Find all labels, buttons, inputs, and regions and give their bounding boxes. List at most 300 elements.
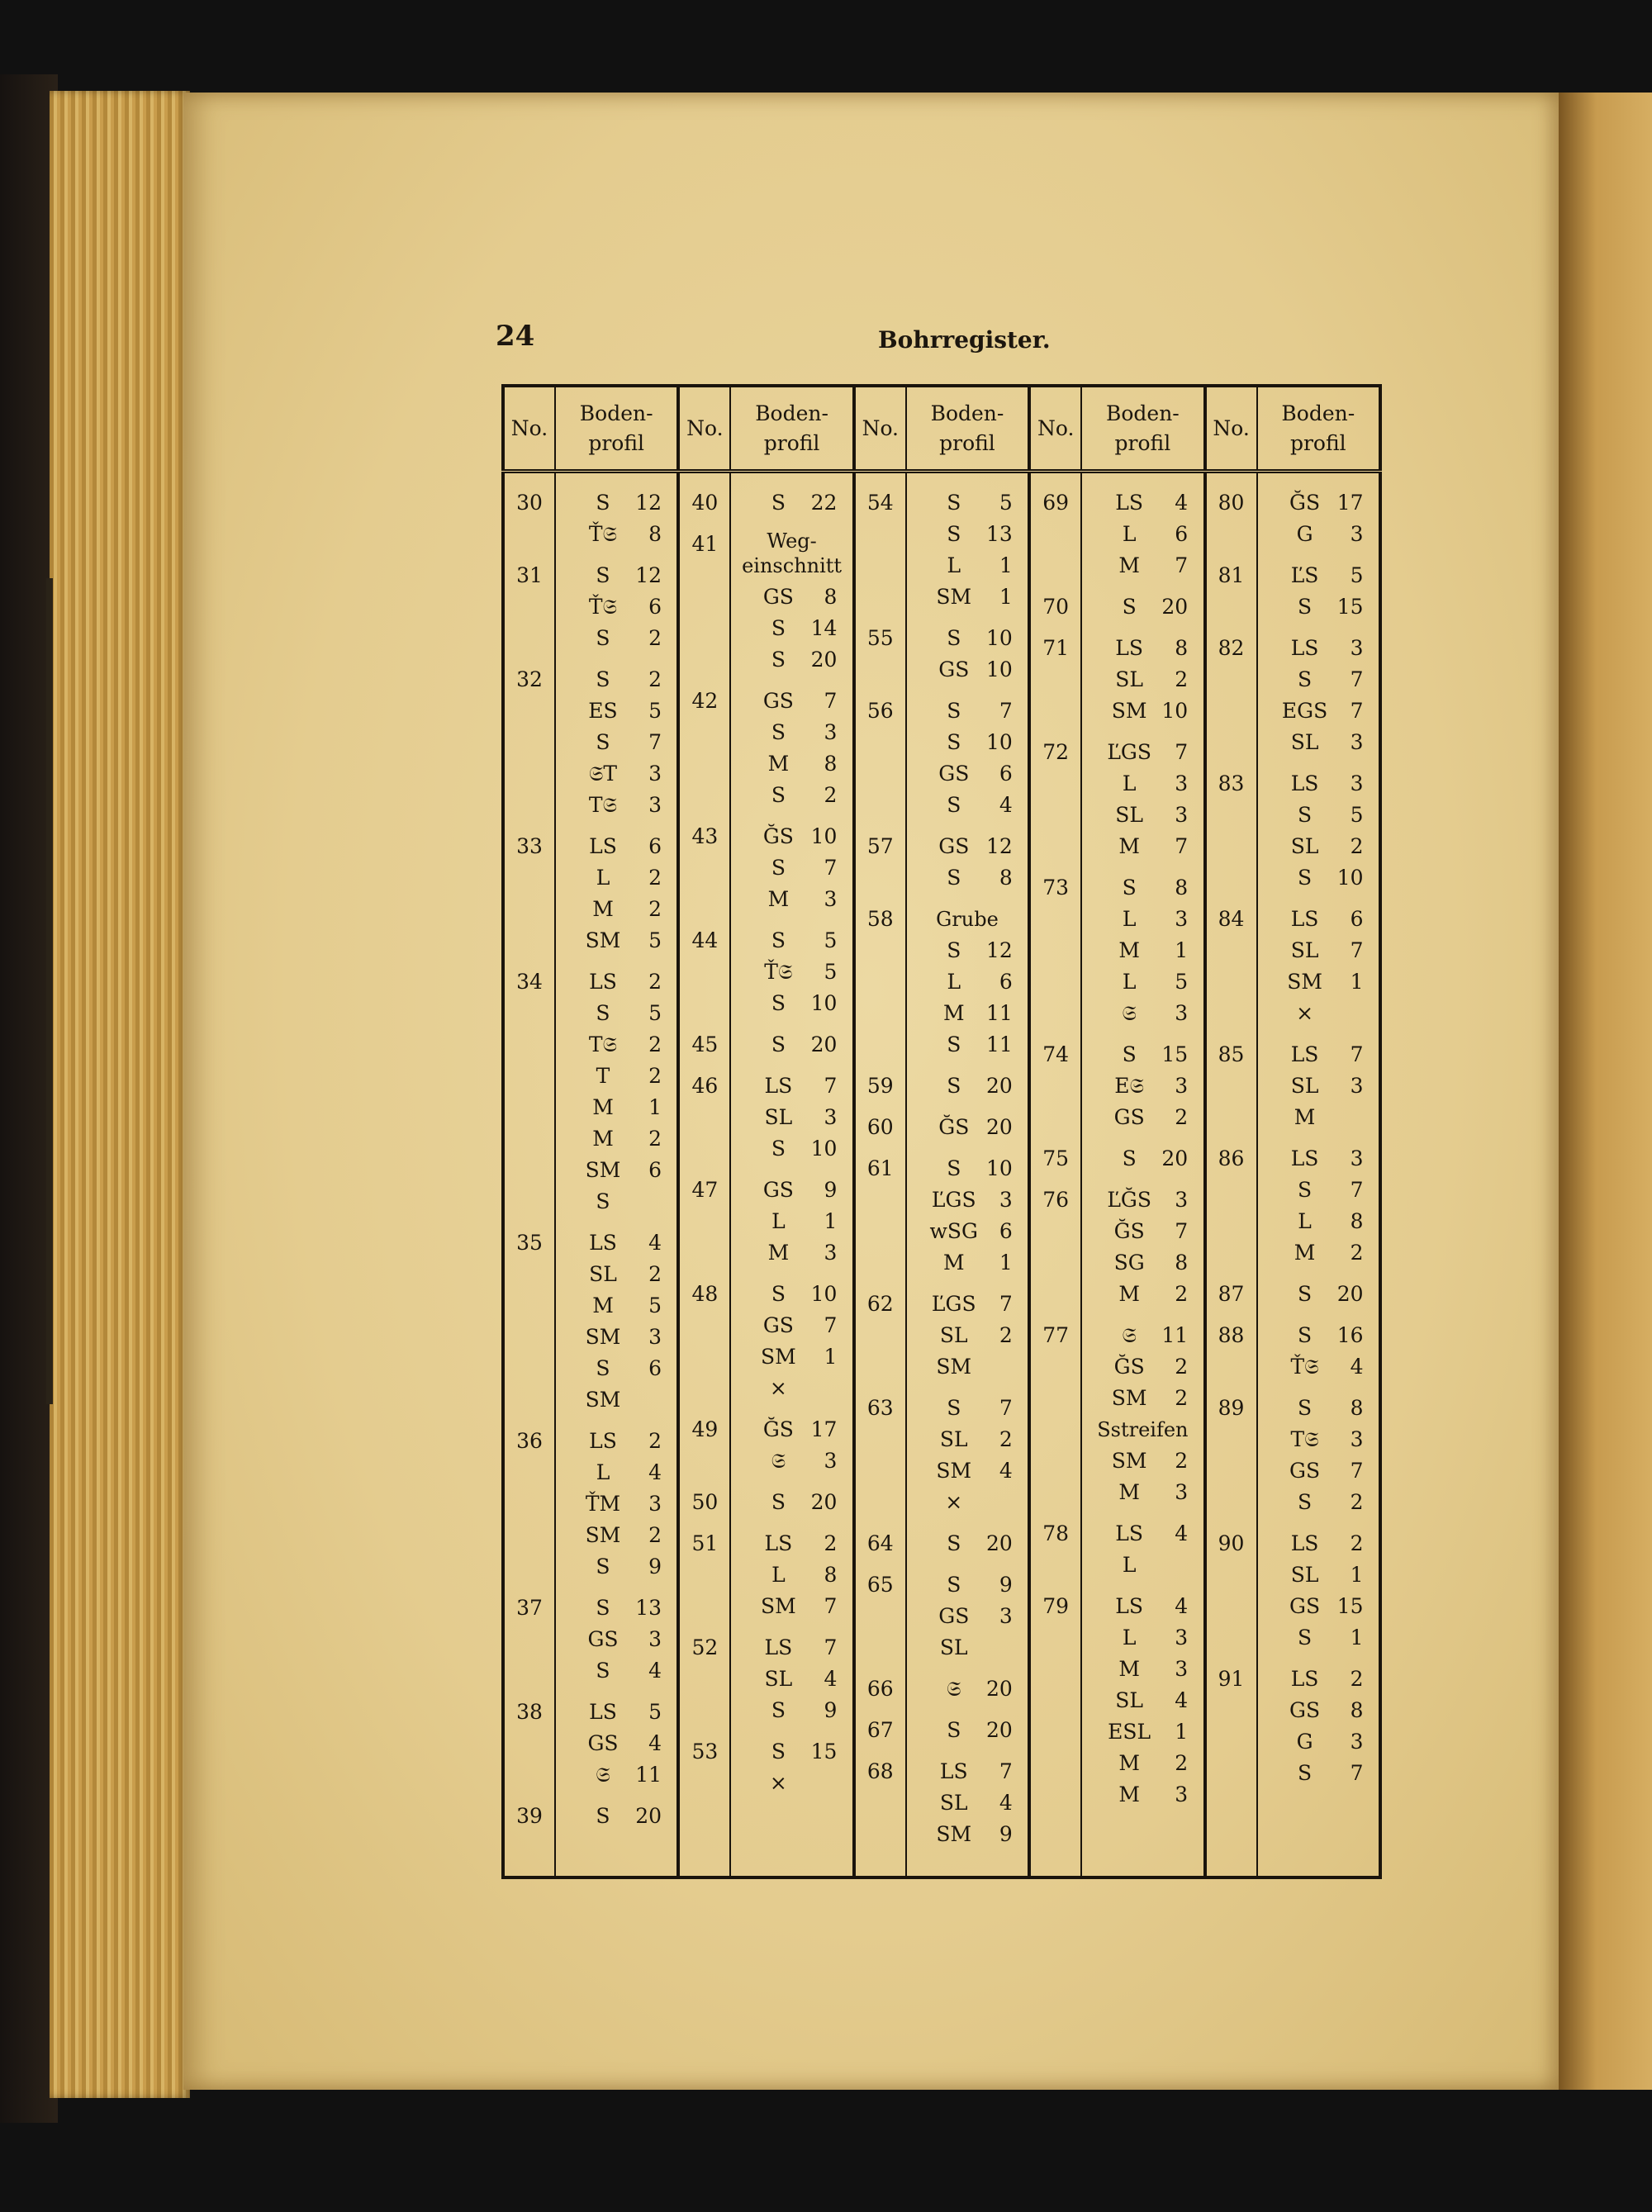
layer-depth: 4 bbox=[999, 793, 1013, 817]
profile-layer bbox=[1082, 1654, 1203, 1685]
bore-number-spacer bbox=[1031, 1247, 1080, 1279]
profile-layer bbox=[907, 1455, 1028, 1487]
bore-number: 51 bbox=[691, 1531, 719, 1555]
soil-code: LS bbox=[589, 834, 617, 858]
profile-note: Grube bbox=[936, 908, 999, 931]
entry-gap bbox=[1258, 894, 1379, 904]
soil-code: S bbox=[1122, 1042, 1137, 1066]
bore-number-spacer bbox=[505, 1186, 554, 1218]
layer-depth: 2 bbox=[1175, 667, 1189, 691]
layer-depth: 2 bbox=[648, 626, 662, 650]
bore-number-spacer bbox=[505, 790, 554, 821]
profile-layer bbox=[556, 1186, 676, 1218]
soil-code: GS bbox=[938, 762, 970, 786]
entry-gap bbox=[1031, 862, 1080, 872]
soil-code: S bbox=[1297, 803, 1313, 827]
soil-code: ĽS bbox=[1290, 563, 1319, 587]
profile-layer bbox=[1082, 1216, 1203, 1247]
bore-number-spacer bbox=[505, 1551, 554, 1583]
entry-gap bbox=[1258, 1310, 1379, 1320]
layer-depth: 2 bbox=[648, 1032, 662, 1056]
bore-number: 57 bbox=[866, 834, 894, 858]
profile-layer bbox=[556, 1697, 676, 1728]
soil-code: 𝔖 bbox=[1122, 1323, 1137, 1347]
bore-number-spacer bbox=[1031, 1654, 1080, 1685]
soil-code: S bbox=[947, 866, 961, 890]
profile-layer bbox=[907, 966, 1028, 998]
bore-number-spacer bbox=[1031, 1685, 1080, 1716]
soil-code: S bbox=[947, 699, 961, 723]
header-no: No. bbox=[678, 386, 730, 472]
layer-depth: 2 bbox=[1175, 1105, 1189, 1129]
table-header-row bbox=[503, 386, 1380, 472]
entry-gap bbox=[680, 1269, 729, 1279]
profile-layer bbox=[731, 780, 852, 811]
bore-number: 48 bbox=[691, 1282, 719, 1306]
bore-number-spacer bbox=[1031, 1279, 1080, 1310]
header-profile: Boden- profil bbox=[555, 386, 678, 472]
profile-layer bbox=[907, 695, 1028, 727]
bore-number-spacer bbox=[856, 654, 905, 686]
layer-depth: 3 bbox=[648, 1492, 662, 1516]
bore-number-spacer bbox=[1207, 664, 1256, 695]
entry-gap bbox=[731, 1518, 852, 1528]
soil-code: S bbox=[771, 491, 786, 515]
profile-layer bbox=[1082, 487, 1203, 519]
entry-gap bbox=[556, 654, 676, 664]
profile-layer bbox=[1082, 1779, 1203, 1811]
soil-code: GS bbox=[938, 834, 970, 858]
profile-layer bbox=[731, 529, 852, 581]
profile-layer bbox=[556, 1457, 676, 1488]
profile-layer bbox=[556, 1728, 676, 1759]
entry-gap bbox=[680, 915, 729, 925]
profile-layer bbox=[1258, 1455, 1379, 1487]
profile-layer bbox=[907, 904, 1028, 935]
layer-depth: 8 bbox=[824, 1563, 838, 1587]
layer-depth: 10 bbox=[985, 730, 1013, 754]
soil-code: Ť𝔖 bbox=[1290, 1355, 1319, 1379]
bore-number: 60 bbox=[866, 1115, 894, 1139]
entry-gap bbox=[907, 1102, 1028, 1112]
profile-layer bbox=[907, 623, 1028, 654]
entry-gap bbox=[907, 1061, 1028, 1070]
soil-code: LS bbox=[1290, 1667, 1319, 1691]
layer-depth: 7 bbox=[824, 1594, 838, 1618]
bore-number-spacer bbox=[680, 1341, 729, 1373]
bore-number: 45 bbox=[691, 1032, 719, 1056]
layer-depth: 2 bbox=[999, 1323, 1013, 1347]
layer-depth: 10 bbox=[810, 1282, 838, 1306]
bore-number-spacer bbox=[1207, 1758, 1256, 1789]
layer-depth: 7 bbox=[1175, 834, 1189, 858]
soil-code: S bbox=[1297, 595, 1313, 619]
profile-layer bbox=[1258, 831, 1379, 862]
profile-layer bbox=[556, 591, 676, 623]
bore-number: 74 bbox=[1042, 1042, 1070, 1066]
profile-layer bbox=[556, 664, 676, 695]
profile-note: Weg- einschnitt bbox=[742, 529, 843, 577]
entry-gap bbox=[907, 1383, 1028, 1393]
entry-gap bbox=[731, 1269, 852, 1279]
layer-depth: 9 bbox=[824, 1178, 838, 1202]
bore-number-spacer bbox=[680, 988, 729, 1019]
layer-depth: 20 bbox=[810, 1032, 838, 1056]
layer-depth: 2 bbox=[1175, 1449, 1189, 1473]
soil-code: S bbox=[1297, 1490, 1313, 1514]
soil-code: S bbox=[771, 1282, 786, 1306]
bore-number-spacer bbox=[1207, 935, 1256, 966]
profile-layer bbox=[1258, 862, 1379, 894]
soil-code: SM bbox=[761, 1345, 796, 1369]
no-column bbox=[854, 472, 906, 1878]
layer-depth: 7 bbox=[1350, 1459, 1364, 1483]
soil-code: M bbox=[1118, 938, 1140, 962]
entry-gap bbox=[556, 1832, 676, 1842]
profile-layer bbox=[1082, 591, 1203, 623]
bore-number-spacer bbox=[505, 758, 554, 790]
profile-layer bbox=[731, 884, 852, 915]
entry-gap bbox=[1207, 1789, 1256, 1799]
bore-number: 56 bbox=[866, 699, 894, 723]
spine-strip bbox=[46, 578, 53, 1404]
soil-code: SL bbox=[764, 1105, 793, 1129]
soil-code: S bbox=[596, 730, 610, 754]
entry-gap bbox=[907, 1746, 1028, 1756]
entry-gap bbox=[680, 1799, 729, 1809]
profile-layer bbox=[731, 1341, 852, 1373]
entry-gap bbox=[1207, 1133, 1256, 1143]
bore-number-spacer bbox=[680, 1445, 729, 1477]
layer-depth: 10 bbox=[985, 1156, 1013, 1180]
profile-layer bbox=[731, 1029, 852, 1061]
bore-number-spacer bbox=[680, 1559, 729, 1591]
soil-code: S bbox=[947, 1074, 961, 1098]
entry-gap bbox=[556, 1583, 676, 1593]
layer-depth: 22 bbox=[810, 491, 838, 515]
entry-gap bbox=[505, 1791, 554, 1801]
soil-code: GS bbox=[1289, 1698, 1321, 1722]
layer-depth: 7 bbox=[824, 856, 838, 880]
profile-layer bbox=[1082, 1143, 1203, 1175]
profile-layer bbox=[556, 966, 676, 998]
layer-depth: 6 bbox=[648, 834, 662, 858]
bore-number: 35 bbox=[516, 1231, 543, 1255]
soil-code: L bbox=[947, 553, 961, 577]
soil-code: L bbox=[1122, 970, 1137, 994]
soil-code: S bbox=[1297, 1396, 1313, 1420]
soil-code: S bbox=[771, 648, 786, 672]
bore-number-spacer bbox=[680, 644, 729, 676]
soil-code: S bbox=[596, 667, 610, 691]
entry-gap bbox=[556, 1218, 676, 1227]
soil-code: S bbox=[596, 563, 610, 587]
entry-gap bbox=[1082, 1310, 1203, 1320]
layer-depth: 1 bbox=[999, 553, 1013, 577]
soil-code: M bbox=[592, 1095, 614, 1119]
bore-number-spacer bbox=[1031, 966, 1080, 998]
profile-layer bbox=[1258, 1070, 1379, 1102]
layer-depth: 4 bbox=[648, 1231, 662, 1255]
soil-code: SL bbox=[1115, 803, 1144, 827]
profile-layer bbox=[556, 560, 676, 591]
entry-gap bbox=[680, 519, 729, 529]
entry-gap bbox=[1207, 1029, 1256, 1039]
layer-depth: 1 bbox=[824, 1209, 838, 1233]
entry-gap bbox=[680, 676, 729, 686]
bore-number-spacer bbox=[680, 1102, 729, 1133]
layer-depth: 3 bbox=[648, 762, 662, 786]
bore-number-spacer bbox=[680, 1237, 729, 1269]
layer-depth: 20 bbox=[985, 1718, 1013, 1742]
soil-code: LS bbox=[1115, 491, 1144, 515]
bore-number-spacer bbox=[1207, 1622, 1256, 1654]
bore-number-spacer bbox=[1207, 695, 1256, 727]
layer-depth: 3 bbox=[1350, 522, 1364, 546]
bore-number-spacer bbox=[1031, 831, 1080, 862]
profile-layer bbox=[731, 1373, 852, 1404]
profile-layer bbox=[1082, 1383, 1203, 1414]
soil-code: LS bbox=[589, 970, 617, 994]
soil-code: S bbox=[771, 991, 786, 1015]
entry-gap bbox=[907, 894, 1028, 904]
entry-gap bbox=[731, 1799, 852, 1809]
profile-layer bbox=[907, 1029, 1028, 1061]
bore-number: 87 bbox=[1218, 1282, 1245, 1306]
bore-number-spacer bbox=[1207, 1424, 1256, 1455]
layer-depth: 1 bbox=[648, 1095, 662, 1119]
layer-depth: 14 bbox=[810, 616, 838, 640]
entry-gap bbox=[907, 1143, 1028, 1153]
profile-layer bbox=[907, 935, 1028, 966]
soil-code: S bbox=[771, 1698, 786, 1722]
bore-number: 32 bbox=[516, 667, 543, 691]
running-title: Bohrregister. bbox=[878, 326, 1051, 354]
soil-code: L bbox=[596, 1460, 610, 1484]
profile-layer bbox=[907, 654, 1028, 686]
bore-number-spacer bbox=[505, 894, 554, 925]
soil-code: SM bbox=[585, 1158, 621, 1182]
entry-gap bbox=[680, 1477, 729, 1487]
entry-gap bbox=[1031, 727, 1080, 737]
profile-layer bbox=[1258, 727, 1379, 758]
layer-depth: 3 bbox=[1175, 1188, 1189, 1212]
bore-number-spacer bbox=[856, 1320, 905, 1351]
bore-number-spacer bbox=[1207, 1559, 1256, 1591]
soil-code: S bbox=[1297, 1178, 1313, 1202]
profile-layer bbox=[556, 998, 676, 1029]
layer-depth: 3 bbox=[824, 720, 838, 744]
profile-layer bbox=[731, 1487, 852, 1518]
entry-gap bbox=[907, 821, 1028, 831]
profile-layer bbox=[556, 1061, 676, 1092]
soil-code: LS bbox=[939, 1759, 968, 1783]
bore-number: 58 bbox=[866, 907, 894, 931]
soil-code: GS bbox=[1289, 1594, 1321, 1618]
soil-code: S bbox=[596, 491, 610, 515]
layer-depth: 3 bbox=[1175, 1626, 1189, 1650]
entry-gap bbox=[731, 1404, 852, 1414]
soil-code: 𝔖 bbox=[771, 1449, 786, 1473]
layer-depth: 7 bbox=[1350, 1761, 1364, 1785]
soil-code: LS bbox=[1115, 1521, 1144, 1545]
entry-gap bbox=[1258, 1654, 1379, 1664]
bore-number: 36 bbox=[516, 1429, 543, 1453]
soil-code: SL bbox=[939, 1791, 968, 1815]
profile-layer bbox=[1082, 737, 1203, 768]
layer-depth: 1 bbox=[1175, 938, 1189, 962]
bore-number-spacer bbox=[856, 519, 905, 550]
entry-gap bbox=[556, 956, 676, 966]
profile-layer bbox=[1258, 800, 1379, 831]
soil-code: SL bbox=[764, 1667, 793, 1691]
layer-depth: 9 bbox=[648, 1555, 662, 1578]
soil-code: M bbox=[592, 1293, 614, 1317]
entry-gap bbox=[505, 1218, 554, 1227]
soil-code: SM bbox=[585, 1388, 621, 1412]
layer-depth: 3 bbox=[1350, 1074, 1364, 1098]
entry-gap bbox=[505, 1687, 554, 1697]
bore-register-table bbox=[501, 384, 1382, 1879]
entry-gap bbox=[1031, 1581, 1080, 1591]
profile-layer bbox=[731, 1664, 852, 1695]
entry-gap bbox=[856, 1279, 905, 1289]
soil-code: ESL bbox=[1108, 1720, 1151, 1744]
layer-depth: 4 bbox=[1175, 491, 1189, 515]
soil-code: M bbox=[767, 752, 790, 776]
bore-number-spacer bbox=[680, 613, 729, 644]
bore-number-spacer bbox=[856, 1184, 905, 1216]
soil-code: 𝔖T bbox=[588, 762, 618, 786]
bore-number-spacer bbox=[1031, 1102, 1080, 1133]
bore-number: 33 bbox=[516, 834, 543, 858]
soil-code: S bbox=[771, 1740, 786, 1763]
profile-layer bbox=[1082, 831, 1203, 862]
bore-number-spacer bbox=[680, 748, 729, 780]
soil-code: M bbox=[1118, 1751, 1140, 1775]
bore-number: 44 bbox=[691, 928, 719, 952]
entry-gap bbox=[680, 811, 729, 821]
profile-layer bbox=[1258, 1039, 1379, 1070]
profile-layer bbox=[731, 1102, 852, 1133]
entry-gap bbox=[1258, 758, 1379, 768]
entry-gap bbox=[505, 956, 554, 966]
entry-gap bbox=[1258, 1269, 1379, 1279]
soil-code: LS bbox=[1115, 1594, 1144, 1618]
bore-number-spacer bbox=[680, 1206, 729, 1237]
bore-number: 89 bbox=[1218, 1396, 1245, 1420]
soil-code: GS bbox=[762, 1313, 794, 1337]
soil-code: M bbox=[1118, 1480, 1140, 1504]
layer-depth: 5 bbox=[648, 928, 662, 952]
soil-code: ĞS bbox=[938, 1115, 970, 1139]
layer-depth: 6 bbox=[999, 970, 1013, 994]
entry-gap bbox=[680, 1061, 729, 1070]
profile-layer bbox=[556, 1259, 676, 1290]
profile-layer bbox=[907, 487, 1028, 519]
entry-gap bbox=[856, 821, 905, 831]
profile-layer bbox=[731, 925, 852, 956]
profile-layer bbox=[556, 1155, 676, 1186]
profile-layer bbox=[556, 1290, 676, 1322]
soil-code: ĽGS bbox=[1107, 740, 1152, 764]
soil-code: SM bbox=[1111, 1449, 1147, 1473]
layer-depth: 8 bbox=[824, 752, 838, 776]
bore-number-spacer bbox=[680, 1695, 729, 1726]
profile-layer bbox=[1258, 519, 1379, 550]
entry-gap bbox=[680, 1622, 729, 1632]
layer-depth: 17 bbox=[1336, 491, 1364, 515]
entry-gap bbox=[907, 686, 1028, 695]
entry-gap bbox=[680, 1726, 729, 1736]
layer-depth: 4 bbox=[1175, 1521, 1189, 1545]
entry-gap bbox=[1082, 623, 1203, 633]
soil-code: S bbox=[596, 626, 610, 650]
header-no: No. bbox=[503, 386, 555, 472]
soil-code: S bbox=[596, 1356, 610, 1380]
entry-gap bbox=[856, 894, 905, 904]
profile-layer bbox=[907, 1070, 1028, 1102]
layer-depth: 7 bbox=[999, 1759, 1013, 1783]
soil-code: SL bbox=[1290, 730, 1319, 754]
profile-layer bbox=[1258, 1664, 1379, 1695]
profile-layer bbox=[1082, 1102, 1203, 1133]
soil-code: S bbox=[947, 522, 961, 546]
soil-code: M bbox=[1118, 834, 1140, 858]
layer-depth: 10 bbox=[810, 824, 838, 848]
bore-number-spacer bbox=[856, 1351, 905, 1383]
entry-gap bbox=[907, 613, 1028, 623]
layer-depth: 7 bbox=[824, 1635, 838, 1659]
profile-layer bbox=[1258, 1695, 1379, 1726]
layer-depth: 11 bbox=[985, 1001, 1013, 1025]
bore-number-spacer bbox=[505, 1029, 554, 1061]
profile-layer bbox=[907, 1819, 1028, 1850]
entry-gap bbox=[556, 550, 676, 560]
bore-number-spacer bbox=[680, 956, 729, 988]
bore-number-spacer bbox=[1031, 1383, 1080, 1414]
soil-code: LS bbox=[1290, 1146, 1319, 1170]
bore-number-spacer bbox=[1031, 1550, 1080, 1581]
soil-code: wSG bbox=[929, 1219, 979, 1243]
soil-code: LS bbox=[764, 1635, 793, 1659]
bore-number-spacer bbox=[1207, 1237, 1256, 1269]
bore-number-spacer bbox=[505, 1488, 554, 1520]
entry-gap bbox=[856, 1061, 905, 1070]
layer-depth: 20 bbox=[810, 648, 838, 672]
layer-depth: 3 bbox=[1350, 1427, 1364, 1451]
soil-code: S bbox=[596, 1189, 610, 1213]
profile-layer bbox=[556, 1353, 676, 1384]
bore-number-spacer bbox=[856, 581, 905, 613]
profile-layer bbox=[556, 1384, 676, 1416]
entry-gap bbox=[907, 1279, 1028, 1289]
bore-number: 67 bbox=[866, 1718, 894, 1742]
no-column bbox=[503, 472, 555, 1878]
profile-layer bbox=[1082, 550, 1203, 581]
profile-layer bbox=[731, 1632, 852, 1664]
profile-layer bbox=[1258, 1143, 1379, 1175]
layer-depth: 13 bbox=[985, 522, 1013, 546]
entry-gap bbox=[1207, 1518, 1256, 1528]
soil-code: LS bbox=[1290, 1042, 1319, 1066]
profile-layer bbox=[1258, 1424, 1379, 1455]
profile-layer bbox=[731, 717, 852, 748]
table-body-row bbox=[503, 472, 1380, 1878]
bore-number-spacer bbox=[856, 758, 905, 790]
soil-code: M bbox=[767, 887, 790, 911]
entry-gap bbox=[731, 915, 852, 925]
